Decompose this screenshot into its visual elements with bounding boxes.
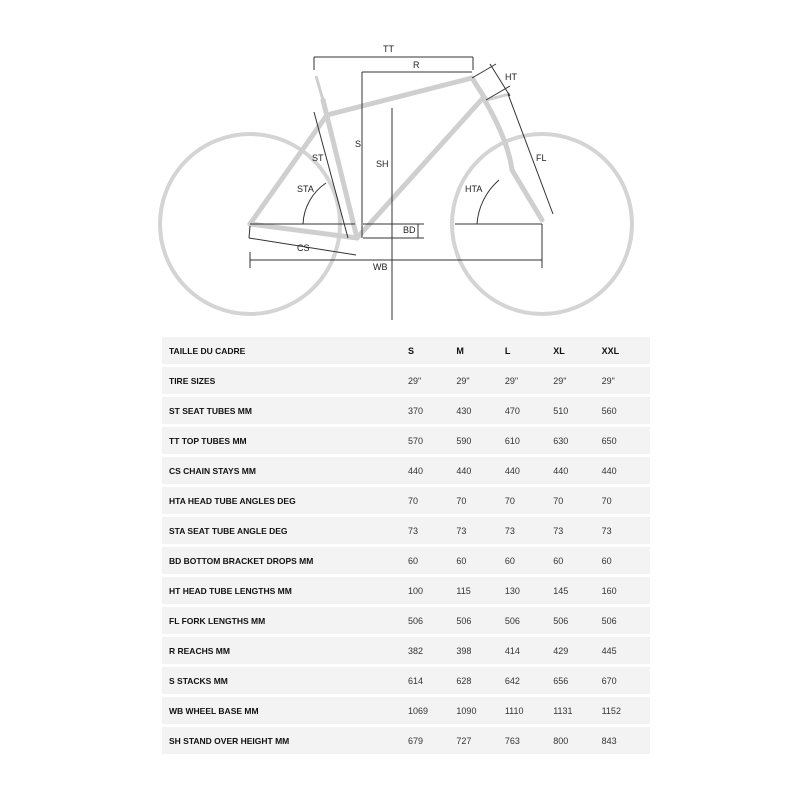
row-value: 650 [602,427,650,454]
table-row [162,487,650,514]
row-value: 115 [456,577,504,604]
row-value: 70 [408,487,456,514]
table-row [162,367,650,394]
label-fl: FL [536,153,547,163]
row-value: 29" [505,367,553,394]
row-value: 70 [602,487,650,514]
row-value: 70 [553,487,601,514]
row-label: TT TOP TUBES MM [162,427,408,454]
row-value: 60 [602,547,650,574]
table-row [162,577,650,604]
row-value: 1090 [456,697,504,724]
row-value: 628 [456,667,504,694]
row-label: HTA HEAD TUBE ANGLES DEG [162,487,408,514]
row-value: 73 [456,517,504,544]
row-value: 506 [505,607,553,634]
row-value: 414 [505,637,553,664]
row-value: 679 [408,727,456,754]
row-value: 506 [602,607,650,634]
row-value: 440 [408,457,456,484]
row-label: ST SEAT TUBES MM [162,397,408,424]
row-value: 630 [553,427,601,454]
row-value: 506 [456,607,504,634]
row-value: 1069 [408,697,456,724]
size-header: XXL [602,337,650,364]
row-value: 763 [505,727,553,754]
row-value: 73 [505,517,553,544]
row-label: HT HEAD TUBE LENGTHS MM [162,577,408,604]
row-value: 440 [456,457,504,484]
table-row [162,667,650,694]
label-r: R [413,60,420,70]
table-row [162,547,650,574]
row-value: 70 [456,487,504,514]
bike-frame [250,78,542,238]
bike-geometry-diagram [0,0,800,330]
row-label: FL FORK LENGTHS MM [162,607,408,634]
label-ht: HT [505,72,517,82]
row-value: 590 [456,427,504,454]
label-bd: BD [403,225,416,235]
row-value: 370 [408,397,456,424]
row-label: SH STAND OVER HEIGHT MM [162,727,408,754]
row-label: STA SEAT TUBE ANGLE DEG [162,517,408,544]
header-label: TAILLE DU CADRE [162,337,408,364]
row-label: CS CHAIN STAYS MM [162,457,408,484]
row-value: 570 [408,427,456,454]
row-value: 70 [505,487,553,514]
table-row [162,727,650,754]
row-value: 610 [505,427,553,454]
row-value: 506 [553,607,601,634]
row-value: 614 [408,667,456,694]
row-value: 60 [456,547,504,574]
table-row [162,697,650,724]
stem [486,94,510,100]
row-value: 727 [456,727,504,754]
row-value: 382 [408,637,456,664]
row-value: 429 [553,637,601,664]
row-value: 29" [602,367,650,394]
row-value: 73 [553,517,601,544]
label-cs: CS [297,243,310,253]
row-value: 510 [553,397,601,424]
row-label: R REACHS MM [162,637,408,664]
row-value: 60 [505,547,553,574]
row-value: 440 [505,457,553,484]
row-value: 1110 [505,697,553,724]
label-st: ST [312,153,324,163]
label-tt: TT [383,44,394,54]
row-value: 642 [505,667,553,694]
table-row [162,637,650,664]
size-header: XL [553,337,601,364]
row-value: 430 [456,397,504,424]
row-value: 145 [553,577,601,604]
geometry-table [162,334,650,757]
row-value: 100 [408,577,456,604]
row-label: TIRE SIZES [162,367,408,394]
row-value: 73 [408,517,456,544]
row-value: 160 [602,577,650,604]
row-value: 60 [408,547,456,574]
row-value: 670 [602,667,650,694]
table-row [162,427,650,454]
row-value: 29" [553,367,601,394]
row-label: BD BOTTOM BRACKET DROPS MM [162,547,408,574]
row-value: 470 [505,397,553,424]
table-header-row [162,337,650,364]
size-header: M [456,337,504,364]
row-value: 440 [553,457,601,484]
row-value: 843 [602,727,650,754]
row-value: 506 [408,607,456,634]
size-header: S [408,337,456,364]
row-value: 1152 [602,697,650,724]
label-s: S [355,139,362,149]
row-value: 800 [553,727,601,754]
table-row [162,607,650,634]
row-value: 440 [602,457,650,484]
label-hta: HTA [465,184,483,194]
row-value: 130 [505,577,553,604]
row-value: 398 [456,637,504,664]
row-value: 73 [602,517,650,544]
table-row [162,397,650,424]
label-sta: STA [297,184,314,194]
label-sh: SH [376,159,389,169]
row-value: 656 [553,667,601,694]
row-value: 445 [602,637,650,664]
row-value: 560 [602,397,650,424]
row-value: 1131 [553,697,601,724]
size-header: L [505,337,553,364]
table-row [162,457,650,484]
row-value: 29" [408,367,456,394]
seatpost [316,76,323,100]
table-row [162,517,650,544]
label-wb: WB [373,262,388,272]
row-label: S STACKS MM [162,667,408,694]
row-value: 29" [456,367,504,394]
row-label: WB WHEEL BASE MM [162,697,408,724]
row-value: 60 [553,547,601,574]
